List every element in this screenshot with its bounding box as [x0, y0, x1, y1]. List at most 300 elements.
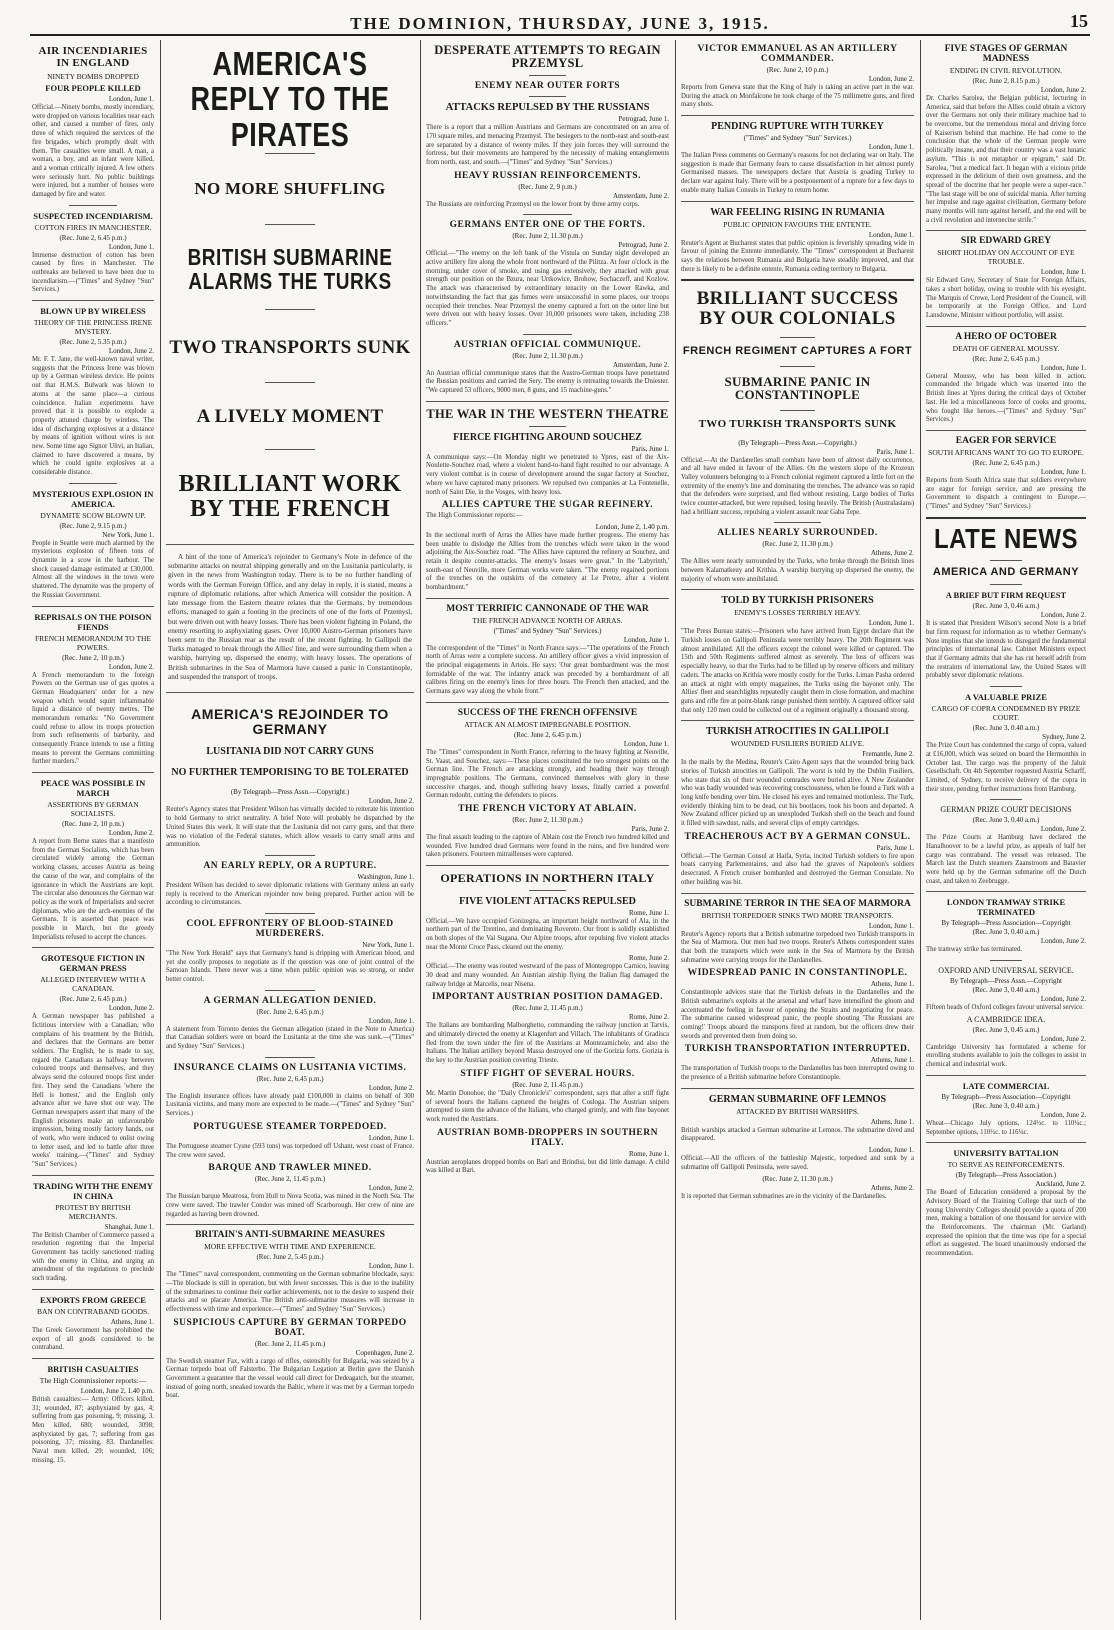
received-date: (Rec. June 2, 6.45 p.m.) [972, 458, 1040, 467]
article-headline: AUSTRIAN BOMB-DROPPERS IN SOUTHERN ITALY. [436, 1127, 658, 1148]
received-date: (Rec. June 3, 0.45 a.m.) [972, 1025, 1040, 1034]
article-subhead: FRENCH MEMORANDUM TO THE POWERS. [34, 633, 152, 652]
received-date: (Rec. June 2, 6.45 p.m.) [59, 995, 127, 1004]
separator [990, 560, 1022, 561]
dateline: Fremantle, June 2. [862, 750, 914, 759]
article-body: British warships attacked a German submarine at Lemnos. The submarine dived and disappeared. [681, 1126, 914, 1143]
received-date: (Rec. June 2, 6.45 p.m.) [513, 730, 582, 739]
telegraph-credit: (By Telegraph—Press Assn.—Copyright.) [230, 788, 350, 797]
article-headline: BLOWN UP BY WIRELESS [40, 306, 146, 317]
dateline: London, June 1. [1040, 268, 1086, 277]
separator [926, 517, 1086, 519]
dateline: Rome, June 2. [628, 954, 669, 963]
article-body: The correspondent of the "Times" in North France says:—"The operations of the French north of Arras were a complete success. An artillery officer gives a vivid impression of the principal engagements in Artois. He says: 'Our great bombardment was the most formidable of the war. The infantry attack was preceded by a bombardment of all calibres firing on the enemy's lines for three hours. The French then attacked, and the Germans gave way along the whole front.'" [426, 644, 669, 696]
service-credit: ("Times" and Sydney "Sun" Services.) [743, 134, 852, 143]
article-subhead: SHORT HOLIDAY ON ACCOUNT OF EYE TROUBLE. [937, 248, 1075, 267]
service-credit: ("Times" and Sydney "Sun" Services.) [493, 626, 602, 635]
article-body: A French memorandum to the foreign Powers on the German use of gas quotes a German Headquarters' order for a new weapon which would squirt inflammable liquid a distance of twenty metres. The memorandum remarks: "No Government could refuse to allow its troops protection from such refinements of barbarity, and consequently France intends to use a fitting means to prevent the Germans committing further murders." [32, 671, 154, 766]
article-body: The Italian Press comments on Germany's reasons for not declaring war on Italy. The suggestion is made that Germany fears to cause dissatisfaction in her almost purely Germanised masses. The newspapers declare that Austria is goading Turkey to declare war against Italy. There will be a postponement of a rupture for a few days to enable many Italian Consuls in Turkey to return home. [681, 152, 914, 194]
article-subhead: NINETY BOMBS DROPPED [47, 72, 139, 82]
separator [265, 990, 315, 991]
article-headline: ALLIES CAPTURE THE SUGAR REFINERY. [441, 500, 654, 511]
article-headline: MYSTERIOUS EXPLOSION IN AMERICA. [32, 488, 154, 509]
dateline: Copenhagen, June 2. [355, 1348, 414, 1357]
article-body: Official.—The German Consul at Haifa, Syria, incited Turkish soldiers to fire upon boats carrying Parlementaires, and also had the graves of Napoleon's soldiers desecrated. A French cruiser bombarded and destroyed the German Consulate. No other building was hit. [681, 852, 914, 886]
received-date: (Rec. June 2, 5.45 p.m.) [256, 1253, 324, 1262]
separator [780, 337, 815, 338]
dateline: London, June 1. [1040, 467, 1086, 476]
dateline: London, June 1. [868, 1146, 914, 1155]
dateline: Rome, June 1. [628, 908, 669, 917]
article-body: The Prize Court has condemned the cargo of copra, valued at £16,000, which was seized on board the Hermonthis in October last. The cargo was the property of the Jaluit Gesellschaft. On 4th September requested Austria Scharff, Limited, of Sydney, to receive delivery of the copra in their store, pending further instructions from Hamburg. [926, 742, 1086, 793]
separator [681, 279, 914, 281]
article-subhead: BAN ON CONTRABAND GOODS. [36, 1306, 150, 1316]
article-body: The final assault leading to the capture of Ablain cost the French two hundred killed and wounded. Five hundred dead Germans were found in the ruins, and five hundred were taken prisoners. Fourteen mitrailleuses were captured. [426, 833, 669, 859]
article-headline: BRITAIN'S ANTI-SUBMARINE MEASURES [195, 1230, 385, 1241]
article-headline: ALLIES NEARLY SURROUNDED. [717, 528, 878, 539]
article-body: It is reported that German submarines are in the vicinity of the Dardanelles. [681, 1192, 887, 1200]
dateline: London, June 2. [1040, 937, 1086, 946]
dateline: Auckland, June 2. [1035, 1180, 1086, 1189]
dateline: London, June 2, 1.40 p.m. [595, 522, 669, 531]
received-date: (Rec. June 2, 11.30 p.m.) [512, 232, 583, 241]
separator [426, 598, 669, 599]
article-headline: WIDESPREAD PANIC IN CONSTANTINOPLE. [687, 968, 908, 979]
column-1 [32, 40, 154, 1620]
article-body: Official.—At the Dardanelles small combats have been of almost daily occurrence, and all have ended in favour of the Allies. On the western slope of the Krozeun Valley volunteers belonging to a French colonial regiment captured a little fort on the extremity of the enemy's line and dominating the trenches. The advance was so rapid that the defenders were surprised, and fled without resisting. Large bodies of Turks twice counter-attacked, but were repulsed, losing heavily. The British (Australasians) had a brilliant success, repulsing a violent assault near Gaba Tepe. [681, 456, 914, 516]
article-headline: AN EARLY REPLY, OR A RUPTURE. [203, 860, 377, 871]
summary-body: A hint of the tone of America's rejoinder to Germany's Note in defence of the submarine attacks on neutral shipping generally and on the Lusitania particularly, is given in the news from Washington today. There is to be no further handling of words with the German Foreign Office, and any delay in reply, it is stated, means a rupture of diplomatic relations, after which America will consider the position. A late message from the Eastern theatre relates that the Germans, by tremendous efforts, managed to gain a footing in the precincts of one of the forts of Przemysl, but were driven out with heavy losses. There has been violent fighting in Poland, the enemy resorting to asphyxiating gases. Over 10,000 Austro-German prisoners have been sent to the Russian rear as the result of the recent fighting. In Gallipoli the Turks managed to break through the Allies' line, and were surrounding them when a warship, hurrying up, dispersed the enemy, with heavy losses. The operations of British submarines in the Sea of Marmora have caused a panic in Constantinople, and suspended the transport of troops. [168, 553, 412, 681]
telegraph-credit: (By Telegraph—Press Assn.—Copyright.) [738, 438, 857, 447]
article-headline: INSURANCE CLAIMS ON LUSITANIA VICTIMS. [173, 1062, 407, 1073]
received-date: (Rec. June 3, 0.40 a.m.) [972, 816, 1040, 825]
dateline: London, June 1. [108, 95, 154, 104]
masthead [30, 6, 1090, 36]
article-headline: EXPORTS FROM GREECE [40, 1294, 146, 1305]
article-body: The Italians are bombarding Malborghetto, commanding the railway junction at Tarvis, and ultimately directed the enemy at Klagenfurt and Villach. The inhabitants of Gradisca fled from the town under the fire of the Austrians at Montezamichele, and also the Italians. The Italian artillery beyond Massa destroyed one of the Gorizia forts. Gorizia is the key to the Austrian position covering Trieste. [426, 1022, 669, 1065]
deck-headline: BRITISH SUBMARINE ALARMS THE TURKS [187, 245, 393, 295]
received-date: (Rec. June 2, 6.45 p.m.) [972, 354, 1040, 363]
article-body: Reuter's Agency states that President Wilson has virtually decided to reiterate his intention to hold Germany to strict neutrality. A brief Note will probably be dispatched by the United States this week. It will state that the Lusitania did not carry guns, and that there was no violation of the Federal statutes, which allow vessels to carry small arms and ammunition. [166, 806, 414, 849]
received-date: (Rec. June 2, 6.45 p.m.) [256, 1007, 324, 1016]
article-body: A communique says:—On Monday night we penetrated to Ypres, east of the Aix-Noulette-Souchez road, where a violent hand-to-hand fight resulted to our advantage. A very violent combat is in course of development around the sugar factory at Souchez, where we have captured many prisoners. We repulsed two companies at La Fontenelle, north of Saint Die, in the Vosges, with heavy loss. [426, 453, 669, 496]
article-body: A statement from Toronto denies the German allegation (stated in the Note to America) that Canadian soldiers were on board the Lusitania at the time she was sunk.—("Times" and Sydney "Sun" Services.) [166, 1025, 414, 1051]
dateline: London, June 2. [1040, 995, 1086, 1004]
received-date: (Rec. June 2, 11.45 p.m.) [254, 1339, 326, 1348]
received-date: (Rec. June 2, 11.45 p.m.) [254, 1175, 326, 1184]
separator [265, 1057, 315, 1058]
dateline: Amsterdam, June 2. [613, 360, 669, 369]
article-body: The transportation of Turkish troops to the Dardanelles has been interrupted owing to the presence of a British submarine before Constantinople. [681, 1065, 914, 1082]
separator [926, 891, 1086, 892]
article-headline: SIR EDWARD GREY [960, 236, 1052, 247]
article-headline: GERMAN PRIZE COURT DECISIONS [940, 805, 1072, 815]
article-body: An Austrian official communique states that the Austro-German troops have penetrated the Russian positions and carried the Sery. The enemy is retreating towards the Dniester. "We captured 53 officers, 9000 men, 8 guns, and 15 machine-guns." [426, 369, 669, 394]
article-body: The "Times'" naval correspondent, commenting on the German submarine blockade, says:—The blockade is still in operation, but with fewer successes. This is due to the inability of the submarines to continue their earlier achievements, not to the desire to suspend their attacks and so placate America. The British anti-submarine measures will increase in effectiveness with time and experience.—("Times" and Sydney "Sun" Services.) [166, 1271, 414, 1313]
dateline: London, June 2. [1040, 86, 1086, 94]
dateline: London, June 2. [1040, 1110, 1086, 1119]
column-5 [926, 40, 1086, 1620]
article-headline: AIR INCENDIARIES IN ENGLAND [38, 45, 148, 69]
separator [69, 205, 118, 206]
article-headline: IMPORTANT AUSTRIAN POSITION DAMAGED. [431, 992, 664, 1003]
separator [32, 1289, 154, 1290]
article-body: The Allies were nearly surrounded by the Turks, who broke through the British lines between Kalamatkeuy and Krithia. A warship hurrying up dispersed the enemy, the majority of whom were annihilated. [681, 558, 914, 583]
article-body: The tramway strike has terminated. [926, 946, 1023, 954]
deck-headline: TWO TRANSPORTS SUNK [169, 336, 411, 358]
article-headline: LONDON TRAMWAY STRIKE TERMINATED [946, 897, 1066, 918]
received-date: (Rec. June 2, 10 p.m.) [62, 820, 124, 829]
separator [523, 334, 572, 335]
dateline: London, June 1. [108, 242, 154, 251]
article-headline: SUSPECTED INCENDIARISM. [33, 210, 153, 221]
received-date: (Rec. June 3, 0.40 a.m.) [972, 986, 1040, 995]
separator [32, 606, 154, 607]
article-body: People in Seattle were much alarmed by the mysterious explosion of fifteen tons of dynamite in a scow in the harbour. The shock caused damage estimated at £30,000. Almost all the windows in the town were shattered. The dynamite was the property of the Russian Government. [32, 539, 154, 599]
article-subhead: ENEMY NEAR OUTER FORTS [474, 81, 621, 92]
separator [681, 115, 914, 116]
dateline: London, June 2. [368, 1184, 414, 1193]
telegraph-credit: By Telegraph—Press Assn.—Copyright [950, 977, 1062, 986]
received-date: (Rec. June 3, 0.46 a.m.) [972, 602, 1040, 611]
article-body: The Swedish steamer Fax, with a cargo of rifles, ostensibly for Bulgaria, was seized by a German torpedo boat off Falsterbo. The Bulgarian Legation at Berlin gave the Danish Government a guarantee that the vessel would call direct for Dedeagatch, but the steamer, instead of going north, sneaked towards the Baltic, where it was met by a German torpedo boat. [166, 1357, 414, 1400]
article-body: There is a report that a million Austrians and Germans are concentrated on an area of 170 square miles, and menacing Przemysl. The besiegers to the north-east and south-east are separated by a distance of twenty miles. If they join forces they will surround the fortress, but their movements are hampered by the necessity of making entanglements from north, east, and south.—("Times" and Sydney "Sun" Services.) [426, 124, 669, 166]
article-subhead: DYNAMITE SCOW BLOWN UP. [40, 510, 146, 520]
article-body: Cambridge University has formulated a scheme for enrolling students available to join the colleges to assist in chemical and industrial work. [926, 1043, 1086, 1069]
separator [780, 410, 815, 411]
dateline: London, June 2. [868, 75, 914, 83]
separator [166, 692, 414, 693]
received-date: (Rec. June 3, 0.40 a.m.) [972, 928, 1040, 937]
article-headline: HEAVY RUSSIAN REINFORCEMENTS. [454, 170, 641, 181]
received-date: (Rec. June 2, 11.45 p.m.) [512, 1004, 583, 1013]
article-body: Reports from Geneva state that the King of Italy is taking an active part in the war. During the attack on Monfalcone he took charge of the 75 millimetre guns, and fired many shots. [681, 84, 914, 109]
article-intro: The High Commissioner reports:— [426, 512, 523, 520]
dateline: London, June 2. [108, 347, 154, 356]
column-rule [920, 40, 921, 1620]
dateline: London, June 2. [368, 1083, 414, 1092]
article-subhead: NO FURTHER TEMPORISING TO BE TOLERATED [171, 767, 409, 779]
separator [926, 430, 1086, 431]
article-subhead: FIVE VIOLENT ATTACKS REPULSED [459, 895, 636, 907]
telegraph-credit: By Telegraph—Press Association—Copyright [941, 1092, 1071, 1101]
deck-headline: A LIVELY MOMENT [196, 405, 384, 427]
dateline: Paris, June 1. [876, 843, 914, 852]
received-date: (Rec. June 2, 6.45 p.m.) [59, 233, 127, 242]
article-subhead: FIERCE FIGHTING AROUND SOUCHEZ [453, 431, 642, 443]
received-date: (Rec. June 3, 0.40 a.m.) [972, 724, 1040, 733]
dateline: Amsterdam, June 2. [613, 191, 669, 200]
lead-headline: BRILLIANT SUCCESS BY OUR COLONIALS [696, 288, 899, 330]
article-body: "The New York Herald" says that Germany's hand is dripping with American blood, and yet she coolly proposes to negotiate as if the question was one of joint control of the Samoan Islands. There never was a time when public opinion was so strong, or under better control. [166, 949, 414, 983]
article-body: The British Chamber of Commerce passed a resolution regretting that the Imperial Government has tacitly sanctioned trading with the enemy in China, and urging an amendment of the regulations to preclude such trading. [32, 1231, 154, 1283]
article-subhead: COTTON FIRES IN MANCHESTER. [34, 222, 152, 232]
deck-headline: SUBMARINE PANIC IN CONSTANTINOPLE [724, 373, 871, 403]
article-headline: UNIVERSITY BATTALION [953, 1148, 1059, 1159]
dateline: Paris, June 1. [876, 447, 914, 456]
separator [681, 1088, 914, 1089]
separator [265, 382, 315, 383]
separator [32, 772, 154, 773]
article-headline: AUSTRIAN OFFICIAL COMMUNIQUE. [453, 339, 642, 350]
dateline: Paris, June 1. [631, 444, 669, 453]
article-subhead: ALLEGED INTERVIEW WITH A CANADIAN. [40, 975, 146, 994]
article-body: Official.—All the officers of the battleship Majestic, torpedoed and sunk by a submarine off Gallipoli Peninsula, were saved. [681, 1155, 914, 1171]
separator [69, 483, 118, 484]
dateline: London, June 2. [108, 662, 154, 671]
received-date: (Rec. June 2, 11.30 p.m.) [762, 540, 833, 549]
article-headline: COOL EFFRONTERY OF BLOOD-STAINED MURDERERS. [186, 918, 394, 939]
telegraph-credit: (By Telegraph—Press Association.) [955, 1171, 1057, 1180]
article-headline: THE WAR IN THE WESTERN THEATRE [426, 406, 669, 421]
article-body: Immense destruction of cotton has been caused by fires in Manchester. The outbreaks are believed to have been due to incendiarism.—("Times" and Sydney "Sun" Services.) [32, 251, 154, 294]
column-rule [420, 40, 421, 1620]
article-headline: PENDING RUPTURE WITH TURKEY [711, 121, 884, 133]
article-body: President Wilson has decided to sever diplomatic relations with Germany unless an early reply is received to the American rejoinder now being prepared. Further action will be according to circumstances. [166, 881, 414, 907]
article-subhead: ATTACKS REPULSED BY THE RUSSIANS [445, 102, 650, 114]
article-headline: SUBMARINE TERROR IN THE SEA OF MARMORA [684, 898, 911, 909]
dateline: Washington, June 1. [357, 872, 414, 881]
late-news-banner: LATE NEWS [933, 523, 1079, 555]
article-body: Official.—"The enemy on the left bank of the Vistula on Sunday night developed an active artillery fire along the whole front northward of the Pilitza. At four o'clock in the morning, under cover of smoke, and using gas extensively, they attacked with great strength our position on the Bzura, near Urtkowice, Brohow, Sochaczeff, and Kozlow. The attack was characterised by extraordinary tenacity on the Lower Rawka, and notwithstanding the fact that gas fumes were unsuccessful in some places, our troops occupied their trenches. Near Przemysl the enemy captured a fort on the outer line but were driven out with heavy losses. Over 10,000 prisoners were taken, including 238 officers." [426, 250, 669, 327]
separator [265, 224, 315, 225]
article-subhead: THE FRENCH ADVANCE NORTH OF ARRAS. [472, 615, 623, 625]
separator [265, 855, 315, 856]
article-subhead: SOUTH AFRICANS WANT TO GO TO EUROPE. [928, 447, 1084, 457]
received-date: (Rec. June 2, 11.45 p.m.) [512, 1080, 583, 1089]
dateline: Sydney, June 2. [1042, 733, 1086, 742]
received-date: (Rec. June 3, 0.40 a.m.) [972, 1101, 1040, 1110]
article-headline: GROTESQUE FICTION IN GERMAN PRESS [41, 953, 145, 974]
dateline: London, June 1. [368, 1016, 414, 1025]
article-body: It is stated that President Wilson's second Note is a brief but firm request for information as to whether Germany's Note implies that she intends to disregard the fundamental principles of international law. Cabinet Ministers expect that if Germany admits that she has cut herself adrift from the restraints of international law, the United States will probably sever diplomatic relations. [926, 620, 1086, 680]
article-headline: VICTOR EMMANUEL AS AN ARTILLERY COMMANDER. [697, 44, 898, 64]
article-body: The Russian barque Meatrosa, from Hull to Nova Scotia, was mined in the North Sea. The crew were saved. The trawler Condor was mined off Scarborough. Her crew of nine are regarded as having been drowned. [166, 1193, 414, 1218]
dateline: London, June 1. [868, 921, 914, 930]
separator [681, 589, 914, 590]
deck-headline: NO MORE SHUFFLING [194, 179, 386, 199]
article-headline: TRADING WITH THE ENEMY IN CHINA [33, 1180, 153, 1201]
article-subhead: PROTEST BY BRITISH MERCHANTS. [55, 1202, 131, 1221]
received-date: (Rec. June 2, 5.35 p.m.) [59, 338, 127, 347]
article-subhead: THEORY OF THE PRINCESS IRENE MYSTERY. [33, 318, 153, 337]
dateline: London, June 2. [1040, 825, 1086, 834]
article-headline: AMERICA AND GERMANY [932, 565, 1080, 578]
article-subhead: FOUR PEOPLE KILLED [45, 83, 141, 94]
article-subhead: PUBLIC OPINION FAVOURS THE ENTENTE. [723, 219, 872, 229]
separator [529, 75, 565, 76]
separator [32, 1175, 154, 1176]
dateline: Athens, June 2. [870, 549, 914, 558]
dateline: London, June 2. [108, 1004, 154, 1013]
dateline: London, June 2. [1040, 1034, 1086, 1043]
dateline: New York, June 1. [362, 940, 414, 949]
column-rule [675, 40, 676, 1620]
article-headline: THE FRENCH VICTORY AT ABLAIN. [458, 803, 637, 814]
article-subhead: MORE EFFECTIVE WITH TIME AND EXPERIENCE. [204, 1242, 376, 1252]
article-body: Sir Edward Grey, Secretary of State for Foreign Affairs, takes a short holiday, owing to trouble with his eyesight. The Marquis of Crewe, Lord President of the Council, will be temporarily at the Foreign Office, and Lord Lansdowne, Minister without portfolio, will assist. [926, 277, 1086, 320]
article-subhead: CARGO OF COPRA CONDEMNED BY PRIZE COURT. [931, 704, 1081, 723]
received-date: (Rec. June 2, 6.45 p.m.) [256, 1074, 324, 1083]
separator [265, 913, 315, 914]
separator [426, 401, 669, 402]
dateline: London, June 2. [108, 829, 154, 838]
article-body: In the sectional north of Arras the Allies have made further progress. The enemy has been unable to dislodge the Allies from the trenches which were taken in the wood adjoining the Aix-Souchez road. "The Allies have captured the refinery at Souchez, and retain it despite counter-attacks. The enemy's losses were great." In the 'Labyrinth,' south-east of Neuville, more German works were taken. "The enemy regained portions of the trenches on the outskirts of the cemetery at Le Pretre, after a violent bombardment." [426, 531, 669, 591]
article-body: Official.—The enemy was routed westward of the pass of Montegroppo Carnico, leaving 30 dead and many wounded. An Austrian airship flying the Italian flag damaged the railway bridge at Marcelis, near Nisena. [426, 963, 669, 988]
article-headline: GERMANS ENTER ONE OF THE FORTS. [449, 220, 646, 231]
article-headline: PEACE WAS POSSIBLE IN MARCH [40, 778, 146, 799]
separator [990, 686, 1022, 687]
article-headline: TREACHEROUS ACT BY A GERMAN CONSUL. [684, 831, 911, 842]
separator [529, 96, 565, 97]
article-body: Reuter's Agency reports that a British submarine torpedoed two Turkish transports in the Sea of Marmora. Our men had two troops. Reuter's Athens correspondent states that both the transports which were sunk in the Sea of Marmora by the British submarine were carrying troops for the Dardanelles. [681, 930, 914, 964]
article-body: The English insurance offices have already paid £100,000 in claims on behalf of 300 Lusitania victims, and many more are expected to be made.—("Times" and Sydney "Sun" Services.) [166, 1092, 414, 1118]
separator [523, 214, 572, 215]
dateline: London, June 2. [368, 797, 414, 806]
article-headline: BARQUE AND TRAWLER MINED. [208, 1163, 372, 1174]
dateline: Shanghai, June 1. [104, 1222, 154, 1231]
lead-headline: AMERICA'S REPLY TO THE PIRATES [190, 44, 390, 154]
separator [990, 584, 1022, 585]
article-headline: A VALUABLE PRIZE [965, 692, 1047, 703]
separator [32, 300, 154, 301]
article-subhead: The High Commissioner reports:— [39, 1375, 147, 1385]
newspaper-title: THE DOMINION, THURSDAY, JUNE 3, 1915. [350, 14, 770, 33]
received-date: (Rec. June 2, 9.15 p.m.) [59, 521, 127, 530]
dateline: Petrograd, June 2. [618, 241, 669, 250]
dateline: London, June 1. [368, 1262, 414, 1271]
separator [166, 1224, 414, 1225]
separator [774, 522, 821, 523]
dateline: London, June 1. [868, 230, 914, 239]
article-body: Reuter's Agent at Bucharest states that public opinion is feverishly spreading wide in favour of joining the Entente immediately. The "Times" correspondent at Bucharest says the relations between Rumania and Bulgaria have steadily improved, and that there is likely to be a definite entente, Rumania ceding territory to Bulgaria. [681, 239, 914, 273]
dateline: Athens, June 2. [870, 1183, 914, 1192]
article-headline: TURKISH ATROCITIES IN GALLIPOLI [706, 726, 889, 738]
separator [265, 309, 315, 310]
separator [426, 865, 669, 866]
article-body: The Greek Government has prohibited the export of all goods considered to be contraband. [32, 1326, 154, 1352]
separator [681, 201, 914, 202]
separator [166, 544, 414, 545]
article-body: "The Press Bureau states:—Prisoners who have arrived from Egypt declare that the Turkish losses on Gallipoli Peninsula were terribly heavy. The 20th Regiment was almost annihilated. All the officers except the colonel were killed or captured. The 15th and 50th Regiments suffered almost as severely. The loss of officers was especially heavy, so that the Turks had to be filled up by reserve officers and military cadets. The attacks on Krithia were mostly costly for the Turks. Liman Pasha ordered an attack at night with empty magazines, the Turks using the bayonet only. The Allies' fleet and searchlights repeatedly caught them in close formation, and machine guns and rifle fire at point-blank range punished them terribly. A captured officer said that only 120 men could be collected out of a regiment originally a thousand strong. [681, 628, 914, 714]
article-body: The "Times" correspondent in North France, referring to the heavy fighting at Neuville, St. Vaast, and Souchez, says:—These places constituted the two strongest points on the German line. The French are attacking strongly, and heading their way through impregnable positions. The Germans, convinced themselves with glory in these successive charges, and, though suffering heavy losses, finally carried a powerful German redoubt, cutting the defenders to pieces. [426, 748, 669, 800]
separator [529, 890, 565, 891]
dateline: Rome, June 2. [628, 1013, 669, 1022]
article-headline: SUSPICIOUS CAPTURE BY GERMAN TORPEDO BOAT. [173, 1317, 407, 1338]
article-headline: TURKISH TRANSPORTATION INTERRUPTED. [684, 1044, 911, 1055]
separator [265, 153, 315, 154]
article-body: Wheat—Chicago July options, 124½c. to 110¼c.; September options, 110½c. to 116¼c. [926, 1119, 1086, 1136]
article-subhead: BRITISH TORPEDOER SINKS TWO MORE TRANSPORTS. [701, 910, 894, 920]
article-body: Fifteen heads of Oxford colleges favour universal service. [926, 1004, 1084, 1012]
column-rule [160, 40, 161, 1620]
article-body: In the mails by the Medina, Reuter's Cairo Agent says that the wounded bring back stories of Turkish atrocities on Gallipoli. The worst is told by the Dublin Fusiliers, who state that six of their wounded comrades were buried alive. A New Zealander who was badly wounded was recovering consciousness, when he found a Turk with a long knife bending over him. He closed his eyes and remained motionless. The Turk, evidently thinking him to be dead, cut his bootlaces, took his boots and departed. A New Zealand officer picked up an unexploded Turkish shell on the beach and found it filled with sawdust, nails, and several clips of empty cartridges. [681, 759, 914, 828]
article-headline: BRITISH CASUALTIES [47, 1363, 139, 1374]
article-body: The Russians are reinforcing Przemysl on the lower front by three army corps. [426, 200, 640, 208]
separator [926, 1075, 1086, 1076]
telegraph-credit: By Telegraph—Press Association—Copyright [941, 919, 1071, 928]
article-subhead: ENEMY'S LOSSES TERRIBLY HEAVY. [734, 608, 861, 618]
article-body: Dr. Charles Sarolea, the Belgian publicist, lecturing in America, said that before the Allies could obtain a victory over the Germans not only their military machine had to be overcome, but the tremendous moral and driving force of Kaiserism behind that machine. He had come to the conclusion that the whole of the German people were politically insane, and that their country was a vast lunatic asylum. "This is not metaphor or epigram," said Dr. Sarolea, "but a medical fact. It began with a vicious pride expressed in the delirium of their own greatness, and the spread of the doctrine that her people were a super-race." "The last stage will be one of suicidal mania. After turning her impulse and rage against civilisation, Germany before many months will turn against herself, and the end will be a civil revolution and internecine strife." [926, 95, 1086, 224]
received-date: (Rec. June 2, 11.30 p.m.) [512, 351, 583, 360]
separator [780, 366, 815, 367]
article-body: Mr. F. T. Jane, the well-known naval writer, suggests that the Princess Irene was blown up by a German wireless device. He points out that H.M.S. Bulwark was blown to atoms at the same place—a curious coincidence. Italian experiments have proved that it is possible to explode a properly attuned charge by wireless. The idea of discharging explosives at a distance by means of ignition without wires is not new. Some time ago Signor Ulivi, an Italian, claimed to have discovered a means, by which he could ignite explosives at a considerable distance. [32, 356, 154, 477]
article-headline: A HERO OF OCTOBER [955, 331, 1057, 342]
article-body: The Portuguese steamer Cysne (593 tons) was torpedoed off Ushant, west coast of France. The crew were saved. [166, 1142, 414, 1159]
article-subhead: TO SERVE AS REINFORCEMENTS. [947, 1160, 1065, 1170]
article-subhead: ASSERTIONS BY GERMAN SOCIALISTS. [47, 800, 139, 819]
article-headline: AMERICA'S REJOINDER TO GERMANY [191, 706, 389, 737]
page-number: 15 [1070, 11, 1088, 31]
deck-headline: FRENCH REGIMENT CAPTURES A FORT [682, 345, 913, 358]
article-body: A German newspaper has published a fictitious interview with a Canadian, who complains of his treatment by the British, and declares that the Germans are better soldiers. The English, he is made to say, regard the Canadians as halfway between coloured troops and themselves, and they always send the coloured troops first under fire. They send the Canadians 'where the Hell is hottest,' and the English only advance after we have shot our way. The German newspapers assert that many of the English prisoners make an unfavourable impression, being mostly factory hands, out of work, who were induced to enlist owing to letter used, and led to battle after three weeks' training.—("Times" and Sydney "Sun" Services.) [32, 1013, 154, 1169]
dateline: London, June 2. [1040, 611, 1086, 620]
article-headline: STIFF FIGHT OF SEVERAL HOURS. [460, 1068, 635, 1079]
dateline: Athens, June 1. [870, 1117, 914, 1126]
article-body: The Prize Courts at Hamburg have declared the Hanalhoover to be a lawful prize, as appeals of half her cargo was contraband. The vessel was released. The March last the Dutch steamers Zaanstroom and Batavier were held up by the German submarine off the Dutch coast, and taken to Zeebrugge. [926, 834, 1086, 885]
separator [265, 449, 315, 450]
separator [926, 230, 1086, 231]
article-body: Reports from South Africa state that soldiers everywhere are eager for foreign service, and are pressing the Government to dispatch a contingent to Europe.—("Times" and Sydney "Sun" Services.) [926, 476, 1086, 510]
column-4 [681, 40, 914, 1620]
dateline: Athens, June 1. [870, 1056, 914, 1065]
separator [32, 947, 154, 948]
received-date: (Rec. June 2, 11.30 p.m.) [512, 815, 583, 824]
separator [681, 893, 914, 894]
article-headline: WAR FEELING RISING IN RUMANIA [710, 206, 885, 218]
dateline: London, June 1. [623, 739, 669, 748]
dateline: London, June 1. [368, 1133, 414, 1142]
deck-headline: TWO TURKISH TRANSPORTS SUNK [698, 417, 897, 430]
column-2 [166, 40, 414, 1620]
dateline: Athens, June 1. [870, 980, 914, 989]
separator [529, 426, 565, 427]
article-body: British casualties:— Army: Officers killed, 31; wounded, 87; asphyxiated by gas, 4; suffering from gas poisoning, 9; missing, 3. Men killed, 680; wounded, 3098; asphyxiated by gas, 7; suffering from gas poisoning, 37; missing, 83. Dardanelles: Naval men killed, 29; wounded, 106; missing, 15. [32, 1395, 154, 1464]
article-headline: OXFORD AND UNIVERSAL SERVICE. [938, 966, 1074, 976]
article-body: The Board of Education considered a proposal by the Advisory Board of the Training College that such of the young University Colleges should provide a quota of 200 men, making a battalion of one thousand for service with the Reinforcements. The chairman (Mr. Garland) expressed the opinion that the time was ripe for a special effort as suggested. The board unanimously endorsed the recommendation. [926, 1189, 1086, 1258]
deck-headline: BRILLIANT WORK BY THE FRENCH [178, 470, 402, 522]
article-headline: REPRISALS ON THE POISON FIENDS [34, 611, 152, 632]
article-body: Official.—We have occupied Gonizegna, an important height northward of Ala, in the northern part of the Trentino, and dominating Rovereto. Our front is solidly established on both slopes of the Val Sugana. Our Alpine troops, after repulsing five violent attacks near the Monte Croce Pass, cleared out the enemy. [426, 917, 669, 951]
received-date: (Rec. June 2, 11.30 p.m.) [762, 1174, 833, 1183]
dateline: London, June 2, 1.40 p.m. [80, 1386, 154, 1395]
dateline: Athens, June 1. [110, 1317, 154, 1326]
dateline: London, June 1. [1040, 363, 1086, 372]
received-date: (Rec. June 2, 9 p.m.) [518, 182, 577, 191]
article-subhead: WOUNDED FUSILIERS BURIED ALIVE. [730, 739, 865, 749]
dateline: Rome, June 1. [628, 1149, 669, 1158]
dateline: London, June 1. [868, 143, 914, 152]
separator [926, 1142, 1086, 1143]
article-headline: TOLD BY TURKISH PRISONERS [721, 595, 874, 607]
article-headline: MOST TERRIFIC CANNONADE OF THE WAR [446, 603, 649, 614]
article-subhead: ATTACK AN ALMOST IMPREGNABLE POSITION. [464, 719, 631, 729]
article-body: Austrian aeroplanes dropped bombs on Bari and Brindisi, but did little damage. A child was killed at Bari. [426, 1158, 669, 1175]
separator [926, 326, 1086, 327]
separator [32, 1358, 154, 1359]
dateline: London, June 1. [623, 635, 669, 644]
article-headline: GERMAN SUBMARINE OFF LEMNOS [708, 1093, 887, 1105]
article-subhead: ATTACKED BY BRITISH WARSHIPS. [736, 1106, 859, 1116]
separator [681, 720, 914, 721]
article-headline: EAGER FOR SERVICE [955, 435, 1057, 446]
article-body: Mr. Martin Donohoe, the "Daily Chronicle's" correspondent, says that after a stiff fight of several hours the Italians captured the heights of Cosloga. The Austrian snipers attempted to stem the advance of the Italians, who charged grimly, and with fine bayonet work routed the Austrians. [426, 1089, 669, 1123]
separator [990, 960, 1022, 961]
dateline: London, June 1. [868, 619, 914, 628]
article-headline: PORTUGUESE STEAMER TORPEDOED. [193, 1121, 387, 1132]
article-body: A report from Berne states that a manifesto from the German Socialists, which has been circulated widely among the German working classes, accuses Austria as being the cause of the war, and complains of the ignorance in which the Austrians are kept. The circular also denounces the German war policy as the work of Imperialists and secret diplomats, who are the arch-enemies of the Germans. It is asserted that peace was possible in March, but the greedy Imperialists refused to accept the chances. [32, 838, 154, 941]
article-headline: A GERMAN ALLEGATION DENIED. [203, 995, 377, 1006]
